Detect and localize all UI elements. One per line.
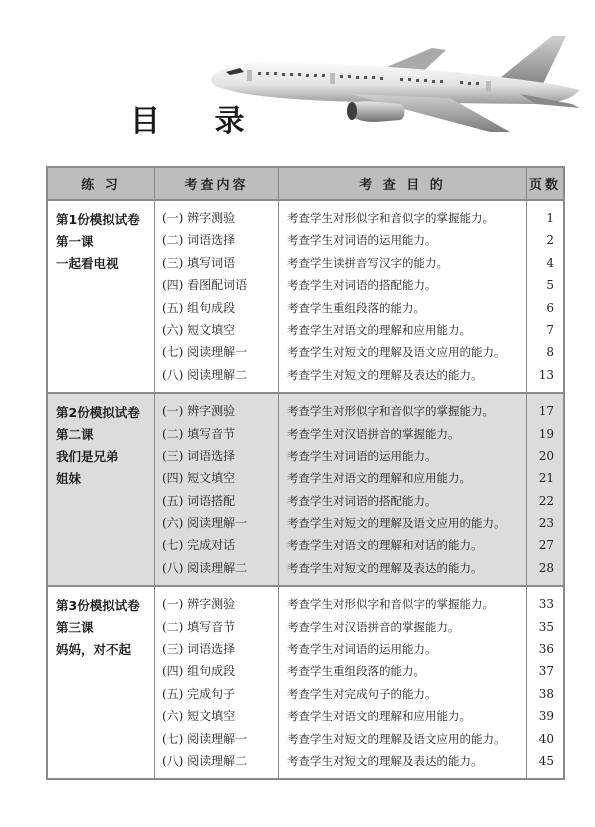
lesson-title: 一起看电视	[56, 256, 119, 271]
content-item: (八) 阅读理解二	[162, 560, 248, 575]
purpose-item: 考查学生读拼音写汉字的能力。	[287, 255, 448, 270]
purpose-column	[279, 201, 527, 392]
header-purpose: 考 查 目 的	[279, 168, 527, 199]
content-item: (四) 短文填空	[162, 471, 236, 486]
toc-section-3	[48, 587, 563, 778]
purpose-item: 考查学生对词语的运用能力。	[287, 233, 437, 248]
purpose-item: 考查学生对短文的理解及语文应用的能力。	[287, 516, 506, 531]
purpose-item: 考查学生对短文的理解及语文应用的能力。	[287, 731, 506, 746]
content-column	[155, 201, 279, 392]
purpose-column	[279, 394, 527, 585]
content-item: (七) 阅读理解一	[162, 345, 248, 360]
purpose-item: 考查学生对词语的运用能力。	[287, 448, 437, 463]
content-column	[155, 394, 279, 585]
purpose-item: 考查学生对形似字和音似字的掌握能力。	[287, 404, 494, 419]
page-column	[527, 587, 563, 778]
content-item: (五) 组句成段	[162, 300, 236, 315]
page-number: 1	[546, 211, 554, 225]
content-item: (二) 填写音节	[162, 426, 236, 441]
page-number: 21	[538, 471, 554, 486]
page-number: 39	[538, 709, 554, 724]
table-header	[48, 168, 563, 201]
page-title: 目 录	[130, 104, 267, 139]
page-number: 37	[538, 664, 554, 679]
purpose-column	[279, 587, 527, 778]
content-item: (六) 短文填空	[162, 322, 236, 337]
purpose-item: 考查学生对词语的搭配能力。	[287, 278, 437, 293]
purpose-item: 考查学生对汉语拼音的掌握能力。	[287, 426, 460, 441]
header-page: 页数	[528, 178, 561, 193]
content-item: (三) 填写词语	[162, 255, 236, 270]
content-item: (七) 阅读理解一	[162, 731, 248, 746]
page-number: 35	[538, 619, 554, 634]
page-number: 36	[538, 642, 554, 657]
page-number: 13	[538, 367, 554, 382]
lesson-title: 我们是兄弟	[56, 449, 119, 465]
page-number: 38	[538, 686, 554, 701]
lesson-title-cont: 姐妹	[56, 471, 82, 487]
content-item: (六) 短文填空	[162, 709, 236, 724]
lesson-title: 妈妈，对不起	[56, 642, 132, 658]
purpose-item: 考查学生对语文的理解和应用能力。	[287, 322, 471, 337]
content-column	[155, 587, 279, 778]
page-number: 2	[546, 233, 554, 248]
purpose-item: 考查学生对短文的理解及表达的能力。	[287, 560, 483, 575]
lesson-exam: 第2份模拟试卷	[56, 405, 140, 421]
lesson-number: 第一课	[56, 234, 94, 249]
content-item: (五) 完成句子	[162, 686, 236, 701]
page-number: 7	[546, 322, 554, 337]
lesson-info	[48, 394, 155, 585]
content-item: (四) 组句成段	[162, 664, 236, 679]
purpose-item: 考查学生对汉语拼音的掌握能力。	[287, 619, 460, 634]
content-item: (一) 辨字测验	[162, 404, 236, 419]
purpose-item: 考查学生对短文的理解及表达的能力。	[287, 367, 483, 382]
content-item: (六) 阅读理解一	[162, 516, 248, 531]
content-item: (一) 辨字测验	[162, 211, 236, 225]
content-item: (一) 辨字测验	[162, 597, 236, 612]
content-item: (二) 词语选择	[162, 233, 236, 248]
content-item: (三) 词语选择	[162, 448, 236, 463]
purpose-item: 考查学生对完成句子的能力。	[287, 686, 437, 701]
content-item: (三) 词语选择	[162, 642, 236, 657]
toc-section-2	[48, 394, 563, 587]
content-item: (八) 阅读理解二	[162, 753, 248, 768]
page-number: 4	[546, 255, 554, 270]
page-number: 22	[538, 493, 554, 508]
header-content: 考查内容	[155, 168, 279, 199]
purpose-item: 考查学生对短文的理解及表达的能力。	[287, 753, 483, 768]
content-item: (五) 词语搭配	[162, 493, 236, 508]
page-number: 17	[538, 404, 554, 419]
page-number: 40	[538, 731, 554, 746]
page-number: 45	[538, 753, 554, 768]
lesson-number: 第二课	[56, 427, 94, 443]
page-number: 28	[538, 560, 554, 575]
page-number: 33	[538, 597, 554, 612]
toc-table	[46, 166, 565, 780]
page-column	[527, 201, 563, 392]
page-number: 8	[546, 345, 554, 360]
content-item: (七) 完成对话	[162, 538, 236, 553]
content-item: (四) 看图配词语	[162, 278, 248, 293]
purpose-item: 考查学生重组段落的能力。	[287, 300, 425, 315]
page-number: 5	[546, 278, 554, 293]
purpose-item: 考查学生重组段落的能力。	[287, 664, 425, 679]
lesson-info	[48, 587, 155, 778]
purpose-item: 考查学生对语文的理解和应用能力。	[287, 471, 471, 486]
page-number: 19	[538, 426, 554, 441]
purpose-item: 考查学生对短文的理解及语文应用的能力。	[287, 345, 506, 360]
purpose-item: 考查学生对词语的搭配能力。	[287, 493, 437, 508]
page-column	[527, 394, 563, 585]
page-number: 6	[546, 300, 554, 315]
content-item: (二) 填写音节	[162, 619, 236, 634]
purpose-item: 考查学生对形似字和音似字的掌握能力。	[287, 597, 494, 612]
header-exercise: 练 习	[48, 168, 155, 199]
content-item: (八) 阅读理解二	[162, 367, 248, 382]
purpose-item: 考查学生对形似字和音似字的掌握能力。	[287, 211, 494, 225]
lesson-exam: 第3份模拟试卷	[56, 598, 140, 614]
purpose-item: 考查学生对语文的理解和对话的能力。	[287, 538, 483, 553]
purpose-item: 考查学生对语文的理解和应用能力。	[287, 709, 471, 724]
purpose-item: 考查学生对词语的运用能力。	[287, 642, 437, 657]
lesson-exam: 第1份模拟试卷	[56, 212, 140, 227]
page-number: 27	[538, 538, 554, 553]
page-number: 20	[538, 448, 554, 463]
page-number: 23	[538, 516, 554, 531]
toc-section-1	[48, 201, 563, 394]
lesson-number: 第三课	[56, 620, 94, 636]
lesson-info	[48, 201, 155, 392]
